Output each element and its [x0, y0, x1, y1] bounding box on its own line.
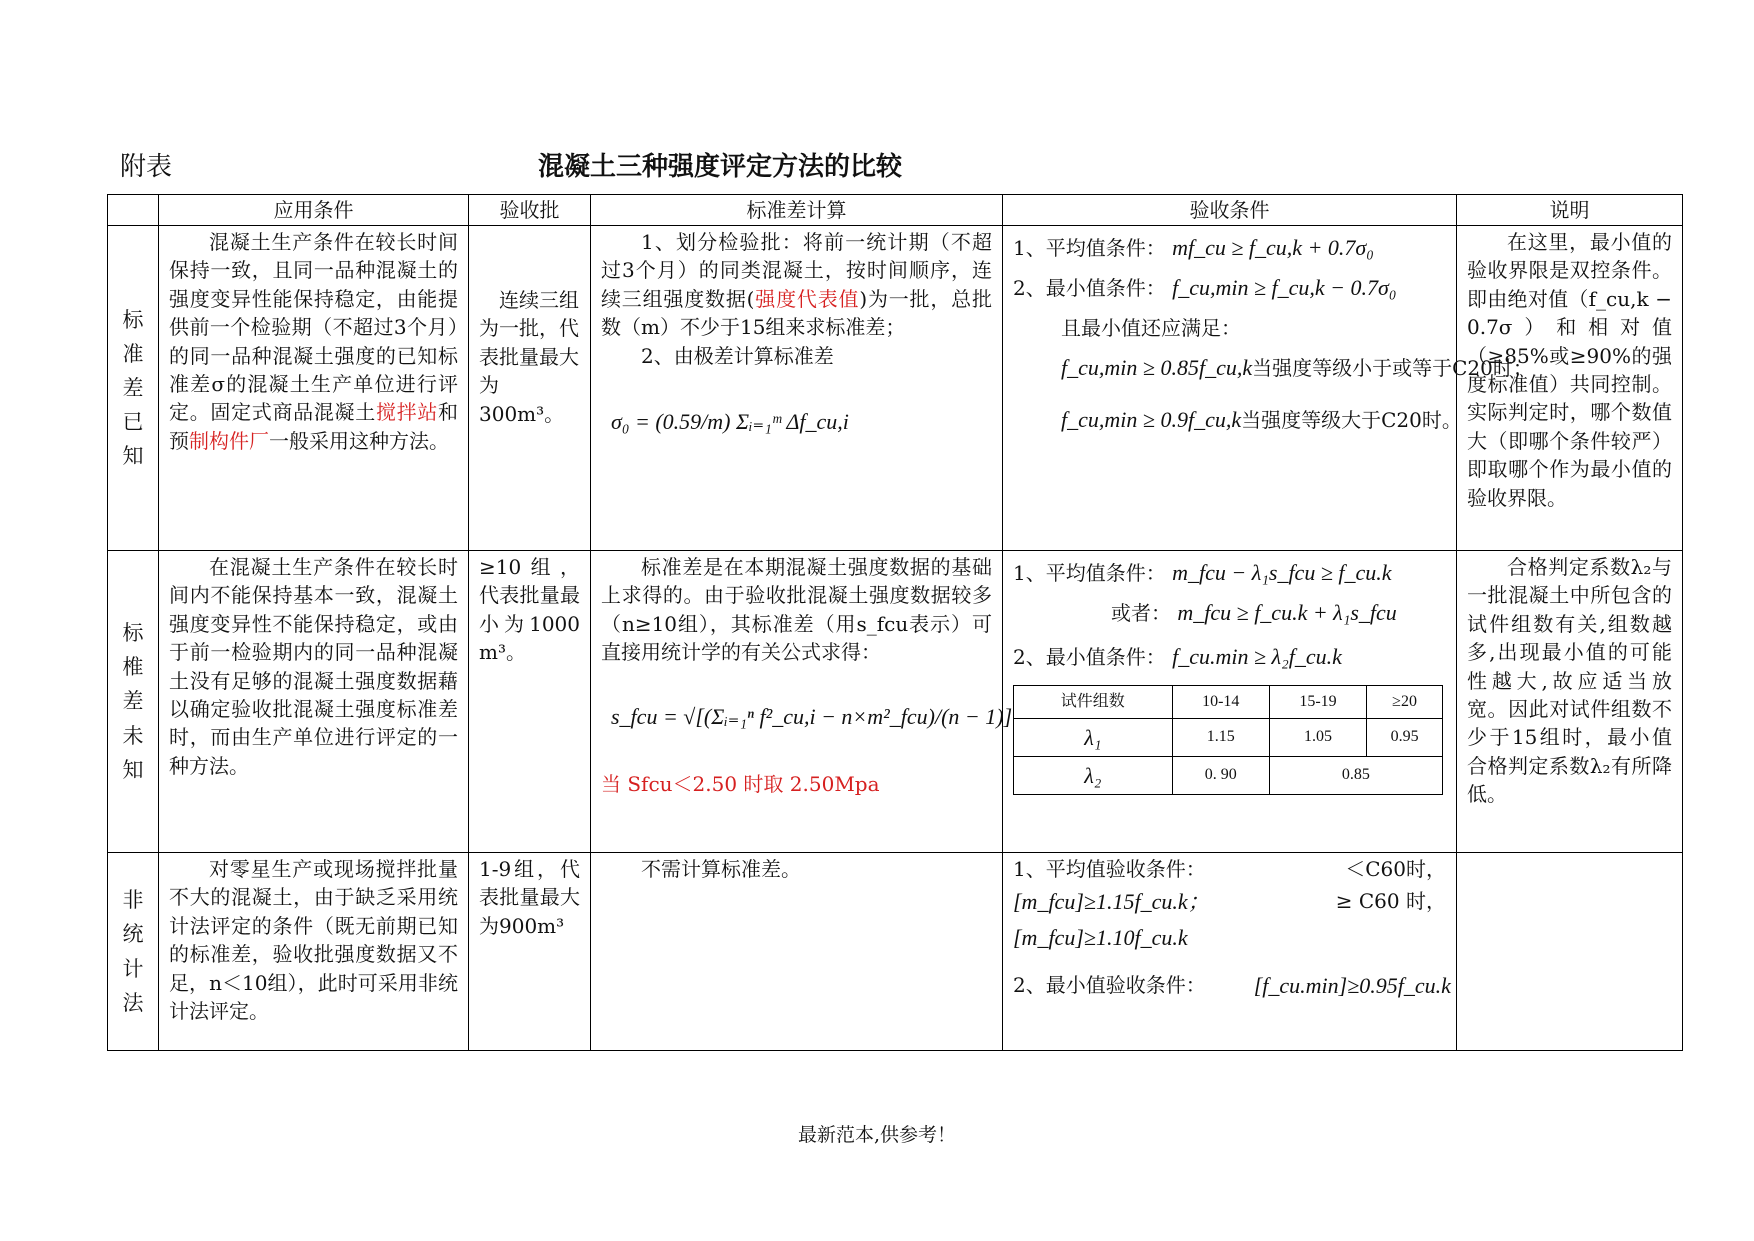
header-note: 说明 [1457, 195, 1683, 226]
page-title: 混凝土三种强度评定方法的比较 [537, 152, 902, 182]
table-row [108, 226, 1683, 551]
note-cell: 在这里，最小值的验收界限是双控条件。即由绝对值（f_cu,k − 0.7σ）和相对值（≥85%或≥90%的强度标准值）共同控制。实际判定时，哪个数值大（即哪个条件较严）即取哪个作为最小值的验收界限。 [1457, 226, 1683, 551]
condition-cell: 混凝土生产条件在较长时间保持一致，且同一品种混凝土的强度变异性能保持稳定，由能提供前一个检验期（不超过3个月）的同一品种混凝土强度的已知标准差σ的混凝土生产单位进行评定。固定式商品混凝土搅拌站和预制构件厂一般采用这种方法。 [159, 226, 469, 551]
std-formula: s_fcu = √[(Σᵢ₌₁ⁿ f²_cu,i − n×m²_fcu)/(n − 1)] [611, 703, 1013, 729]
lambda-table: 试件组数 10-14 15-19 ≥20 λ₁ 1.15 1.05 0.95 λ₂ 0. 90 0.85 [1013, 685, 1443, 795]
note-cell [1457, 853, 1683, 1051]
note-cell: 合格判定系数λ₂与一批混凝土中所包含的试件组数有关,组数越多,出现最小值的可能性越大,故应适当放宽。因此对试件组数不少于15组时，最小值合格判定系数λ₂有所降低。 [1457, 551, 1683, 853]
batch-cell: 连续三组为一批，代表批量最大为300m³。 [469, 226, 591, 551]
table-row [108, 551, 1683, 853]
std-cell: 不需计算标准差。 [591, 853, 1003, 1051]
header-std: 标准差计算 [591, 195, 1003, 226]
std-cell: 标准差是在本期混凝土强度数据的基础上求得的。由于验收批混凝土强度数据较多（n≥10组），其标准差（用s_fcu表示）可直接用统计学的有关公式求得： s_fcu = √[(Σᵢ₌₁ⁿ f²_cu,i − n×m²_fcu)/(n − 1)] 当 Sfcu＜2.50 时取 2.50Mpa [591, 551, 1003, 853]
row-label-known: 标 准 差 已 知 [108, 226, 159, 551]
footer-text: 最新范本,供参考！ [797, 1124, 957, 1146]
batch-cell: ≥10组，代表批量最小为1000 m³。 [469, 551, 591, 853]
batch-cell: 1-9组，代表批量最大为900m³ [469, 853, 591, 1051]
accept-cell: 1、平均值验收条件： ＜C60时， [m_fcu]≥1.15f_cu.k； ≥ C60 时， [m_fcu]≥1.10f_cu.k 2、最小值验收条件： [f_cu.min]≥0.95f_cu.k [1003, 853, 1457, 1051]
comparison-table [107, 194, 1683, 1051]
header-batch: 验收批 [469, 195, 591, 226]
table-row [108, 853, 1683, 1051]
condition-cell: 对零星生产或现场搅拌批量不大的混凝土，由于缺乏采用统计法评定的条件（既无前期已知的标准差，验收批强度数据又不足，n＜10组），此时可采用非统计法评定。 [159, 853, 469, 1051]
std-formula: σ₀ = (0.59/m) Σᵢ₌₁ᵐ Δf_cu,i [611, 408, 849, 434]
condition-cell: 在混凝土生产条件在较长时间内不能保持基本一致，混凝土强度变异性不能保持稳定，或由于前一检验期内的同一品种混凝土没有足够的混凝土强度数据藉以确定验收批混凝土强度标准差时，而由生产单位进行评定的一种方法。 [159, 551, 469, 853]
std-cell: 1、划分检验批：将前一统计期（不超过3个月）的同类混凝土，按时间顺序，连续三组强度数据(强度代表值)为一批，总批数（m）不少于15组来求标准差； 2、由极差计算标准差 σ₀ = (0.59/m) Σᵢ₌₁ᵐ Δf_cu,i [591, 226, 1003, 551]
accept-cell: 1、平均值条件： mf_cu ≥ f_cu,k + 0.7σ₀ 2、最小值条件： f_cu,min ≥ f_cu,k − 0.7σ₀ 且最小值还应满足： f_cu,min ≥ 0.85f_cu,k 当强度等级小于或等于C20时； f_cu,min ≥ 0.9f_cu,k 当强度等级大于C20时。 [1003, 226, 1457, 551]
header-accept: 验收条件 [1003, 195, 1457, 226]
row-label-nonstatistical: 非 统 计 法 [108, 853, 159, 1051]
corner-cell [108, 195, 159, 226]
std-minimum-note: 当 Sfcu＜2.50 时取 2.50Mpa [601, 771, 880, 796]
accept-cell: 1、平均值条件： m_fcu − λ₁s_fcu ≥ f_cu.k 或者： m_fcu ≥ f_cu.k + λ₁s_fcu 2、最小值条件： f_cu.min ≥ λ₂f_cu.k 试件组数 10-14 15-19 ≥20 λ₁ 1.15 1.05 0.95 λ₂ 0. 90 0.85 [1003, 551, 1457, 853]
table-header-row [108, 195, 1683, 226]
header-condition: 应用条件 [159, 195, 469, 226]
row-label-unknown: 标 椎 差 未 知 [108, 551, 159, 853]
appendix-label: 附表 [120, 152, 173, 182]
